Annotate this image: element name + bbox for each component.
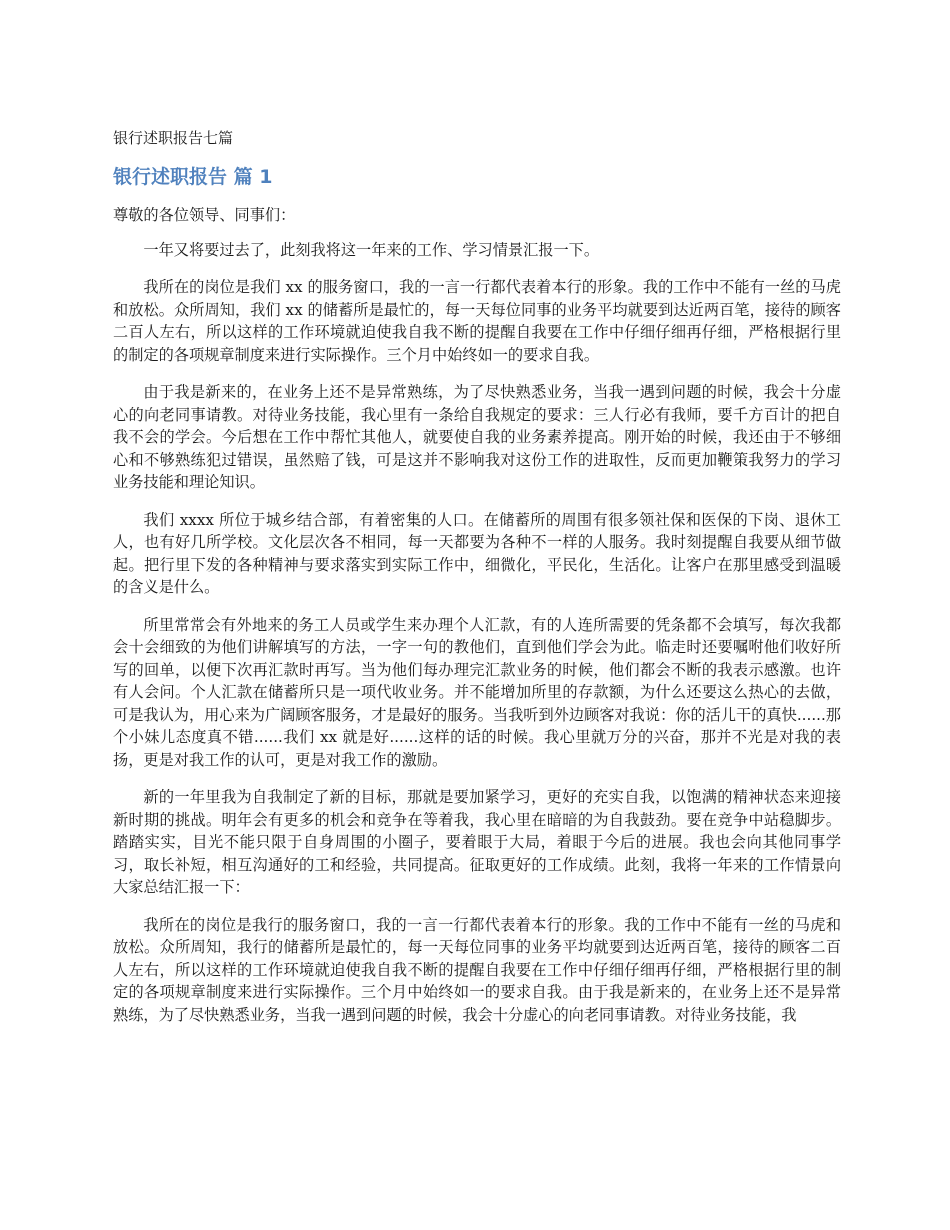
salutation: 尊敬的各位领导、同事们： <box>113 206 296 224</box>
paragraph-4: 我们 xxxx 所位于城乡结合部，有着密集的人口。在储蓄所的周围有很多领社保和医保的下岗、退休工人，也有好几所学校。文化层次各不相同，每一天都要为各种不一样的人服务。我时刻提醒自我要从细节做起。把行里下发的各种精神与要求落实到实际工作中，细微化，平民化，生活化。让客户在那里感受到温暖的含义是什么。 <box>113 510 841 596</box>
paragraph-5: 所里常常会有外地来的务工人员或学生来办理个人汇款，有的人连所需要的凭条都不会填写，每次我都会十会细致的为他们讲解填写的方法，一字一句的教他们，直到他们学会为此。临走时还要嘱咐他们收好所写的回单，以便下次再汇款时再写。当为他们每办理完汇款业务的时候，他们都会不断的我表示感激。也许有人会问。个人汇款在储蓄所只是一项代收业务。并不能增加所里的存款额，为什么还要这么热心的去做，可是我认为，用心来为广阔顾客服务，才是最好的服务。当我听到外边顾客对我说：你的活儿干的真快......那个小妹儿态度真不错......我们 xx 就是好......这样的话的时候。我心里就万分的兴奋，那并不光是对我的表扬，更是对我工作的认可，更是对我工作的激励。 <box>113 615 841 769</box>
paragraph-3: 由于我是新来的，在业务上还不是异常熟练，为了尽快熟悉业务，当我一遇到问题的时候，我会十分虚心的向老同事请教。对待业务技能，我心里有一条给自我规定的要求：三人行必有我师，要千方百计的把自我不会的学会。今后想在工作中帮忙其他人，就要使自我的业务素养提高。刚开始的时候，我还由于不够细心和不够熟练犯过错误，虽然赔了钱，可是这并不影响我对这份工作的进取性，反而更加鞭策我努力的学习业务技能和理论知识。 <box>113 383 841 491</box>
paragraph-6: 新的一年里我为自我制定了新的目标，那就是要加紧学习，更好的充实自我，以饱满的精神状态来迎接新时期的挑战。明年会有更多的机会和竞争在等着我，我心里在暗暗的为自我鼓劲。要在竞争中站稳脚步。踏踏实实，目光不能只限于自身周围的小圈子，要着眼于大局，着眼于今后的进展。我也会向其他同事学习，取长补短，相互沟通好的工和经验，共同提高。征取更好的工作成绩。此刻，我将一年来的工作情景向大家总结汇报一下： <box>113 788 841 896</box>
paragraph-7: 我所在的岗位是我行的服务窗口，我的一言一行都代表着本行的形象。我的工作中不能有一丝的马虎和放松。众所周知，我行的储蓄所是最忙的，每一天每位同事的业务平均就要到达近两百笔，接待的顾客二百人左右，所以这样的工作环境就迫使我自我不断的提醒自我要在工作中仔细仔细再仔细，严格根据行里的制定的各项规章制度来进行实际操作。三个月中始终如一的要求自我。由于我是新来的，在业务上还不是异常熟练，为了尽快熟悉业务，当我一遇到问题的时候，我会十分虚心的向老同事请教。对待业务技能，我 <box>113 915 841 1024</box>
section-heading: 银行述职报告 篇 1 <box>113 166 273 188</box>
paragraph-1: 一年又将要过去了，此刻我将这一年来的工作、学习情景汇报一下。 <box>143 240 600 259</box>
paragraph-2: 我所在的岗位是我们 xx 的服务窗口，我的一言一行都代表着本行的形象。我的工作中不能有一丝的马虎和放松。众所周知，我们 xx 的储蓄所是最忙的，每一天每位同事的业务平均就要到达近两百笔，接待的顾客二百人左右，所以这样的工作环境就迫使我自我不断的提醒自我要在工作中仔细仔细再仔细，严格根据行里的制定的各项规章制度来进行实际操作。三个月中始终如一的要求自我。 <box>113 278 841 364</box>
document-title: 银行述职报告七篇 <box>113 129 234 147</box>
document-body <box>113 204 841 1041</box>
